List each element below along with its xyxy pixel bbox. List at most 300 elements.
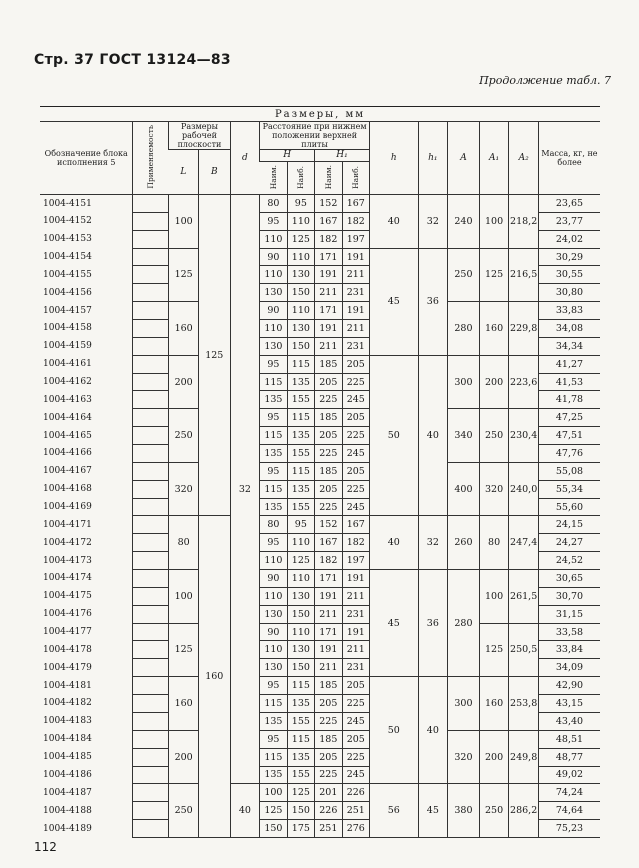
H-min-cell: 95	[260, 212, 287, 230]
H-min-cell: 110	[260, 320, 287, 338]
H1-min-cell: 225	[315, 445, 342, 463]
H1-max-cell: 205	[342, 462, 369, 480]
designation-cell: 1004-4185	[43, 752, 92, 763]
designation-cell: 1004-4186	[43, 769, 92, 780]
a2-cell: 230,4	[509, 409, 539, 463]
H1-min-cell: 185	[315, 677, 342, 695]
applicability-cell	[133, 605, 169, 623]
H-min-cell: 130	[260, 659, 287, 677]
l-cell: 125	[169, 248, 199, 302]
applicability-header: Применяемость	[133, 122, 169, 195]
designation-cell: 1004-4187	[43, 787, 92, 798]
H-min-cell: 90	[260, 302, 287, 320]
a-cell: 400	[448, 462, 480, 516]
designation-cell: 1004-4182	[43, 698, 92, 709]
H-max-cell: 95	[287, 516, 314, 534]
a-cell: 240	[448, 195, 480, 249]
a1-cell: 100	[479, 570, 509, 624]
h-header: h	[369, 122, 418, 195]
H-min-cell: 130	[260, 605, 287, 623]
H-min-cell: 80	[260, 195, 287, 213]
H-min-cell: 95	[260, 355, 287, 373]
H1-min-cell: 185	[315, 730, 342, 748]
H-max-cell: 110	[287, 302, 314, 320]
applicability-cell	[133, 320, 169, 338]
table-row	[40, 248, 600, 266]
H1-max-cell: 211	[342, 320, 369, 338]
H1-max-cell: 231	[342, 605, 369, 623]
h1-cell: 32	[418, 195, 448, 249]
l-cell: 160	[169, 302, 199, 356]
a-header: A	[448, 122, 480, 195]
H1-min-cell: 167	[315, 212, 342, 230]
H1-max-cell: 231	[342, 337, 369, 355]
mass-cell: 24,27	[538, 534, 600, 552]
H1-min-cell: 171	[315, 302, 342, 320]
designation-cell: 1004-4158	[43, 323, 92, 334]
H-max-header: Наиб.	[287, 162, 314, 195]
mass-cell: 43,40	[538, 712, 600, 730]
H1-min-cell: 211	[315, 337, 342, 355]
H1-max-cell: 211	[342, 587, 369, 605]
H-max-cell: 125	[287, 230, 314, 248]
H-max-cell: 115	[287, 409, 314, 427]
h-cell: 50	[369, 355, 418, 516]
h-cell: 45	[369, 570, 418, 677]
designation-cell: 1004-4152	[43, 216, 92, 227]
table-body	[40, 195, 600, 838]
H1-min-cell: 152	[315, 516, 342, 534]
H-min-cell: 115	[260, 748, 287, 766]
mass-cell: 75,23	[538, 820, 600, 838]
H1-max-cell: 226	[342, 784, 369, 802]
mass-cell: 47,51	[538, 427, 600, 445]
H1-min-cell: 226	[315, 802, 342, 820]
designation-cell: 1004-4183	[43, 716, 92, 727]
applicability-cell	[133, 570, 169, 588]
a2-cell: 240,0	[509, 462, 539, 516]
applicability-cell	[133, 212, 169, 230]
designation-cell: 1004-4151	[43, 198, 92, 209]
applicability-cell	[133, 587, 169, 605]
mass-cell: 48,77	[538, 748, 600, 766]
b-cell: 160	[198, 516, 230, 837]
H1-max-cell: 231	[342, 284, 369, 302]
H1-max-cell: 167	[342, 516, 369, 534]
designation-cell: 1004-4154	[43, 252, 92, 262]
H1-max-cell: 205	[342, 677, 369, 695]
b-header: B	[198, 150, 230, 195]
H1-min-cell: 185	[315, 462, 342, 480]
H-min-cell: 110	[260, 552, 287, 570]
a2-cell: 249,8	[509, 730, 539, 784]
applicability-cell	[133, 730, 169, 748]
applicability-cell	[133, 373, 169, 391]
H1-min-cell: 191	[315, 266, 342, 284]
designation-cell: 1004-4168	[43, 484, 92, 495]
a1-cell: 125	[479, 248, 509, 302]
H-min-cell: 110	[260, 230, 287, 248]
H1-min-cell: 205	[315, 480, 342, 498]
H-min-cell: 100	[260, 784, 287, 802]
h-cell: 40	[369, 195, 418, 249]
designation-cell: 1004-4163	[43, 394, 92, 405]
H-max-cell: 155	[287, 391, 314, 409]
l-cell: 80	[169, 516, 199, 570]
H-max-cell: 135	[287, 748, 314, 766]
designation-cell: 1004-4172	[43, 537, 92, 548]
H1-min-header: Наим.	[315, 162, 342, 195]
h-cell: 56	[369, 784, 418, 838]
applicability-cell	[133, 766, 169, 784]
H-max-cell: 115	[287, 462, 314, 480]
H-max-cell: 130	[287, 641, 314, 659]
mass-cell: 24,15	[538, 516, 600, 534]
mass-cell: 42,90	[538, 677, 600, 695]
H-min-header: Наим.	[260, 162, 287, 195]
H1-min-cell: 211	[315, 605, 342, 623]
H-max-cell: 150	[287, 284, 314, 302]
H-max-cell: 175	[287, 820, 314, 838]
a1-cell: 100	[479, 195, 509, 249]
H1-min-cell: 171	[315, 248, 342, 266]
b-cell: 125	[198, 195, 230, 516]
H1-min-cell: 205	[315, 695, 342, 713]
mass-cell: 41,53	[538, 373, 600, 391]
table-row	[40, 462, 600, 480]
applicability-cell	[133, 677, 169, 695]
applicability-cell	[133, 748, 169, 766]
H-min-cell: 115	[260, 695, 287, 713]
applicability-cell	[133, 355, 169, 373]
designation-cell: 1004-4184	[43, 734, 92, 745]
applicability-cell	[133, 480, 169, 498]
mass-cell: 30,70	[538, 587, 600, 605]
a-cell: 380	[448, 784, 480, 838]
mass-cell: 33,58	[538, 623, 600, 641]
mass-cell: 48,51	[538, 730, 600, 748]
applicability-cell	[133, 695, 169, 713]
a1-cell: 250	[479, 784, 509, 838]
designation-cell: 1004-4189	[43, 823, 92, 834]
a-cell: 260	[448, 516, 480, 570]
applicability-cell	[133, 623, 169, 641]
designation-cell: 1004-4161	[43, 359, 92, 370]
mass-cell: 31,15	[538, 605, 600, 623]
H-max-cell: 110	[287, 570, 314, 588]
mass-cell: 24,52	[538, 552, 600, 570]
a2-cell: 250,5	[509, 623, 539, 677]
mass-cell: 33,84	[538, 641, 600, 659]
H-max-cell: 150	[287, 337, 314, 355]
mass-cell: 47,76	[538, 445, 600, 463]
H1-max-cell: 205	[342, 355, 369, 373]
table-row	[40, 570, 600, 588]
H1-min-cell: 211	[315, 284, 342, 302]
mass-cell: 55,08	[538, 462, 600, 480]
h-cell: 45	[369, 248, 418, 355]
designation-cell: 1004-4175	[43, 591, 92, 602]
H-min-cell: 90	[260, 570, 287, 588]
designation-cell: 1004-4179	[43, 662, 92, 673]
mass-cell: 41,27	[538, 355, 600, 373]
H-max-cell: 125	[287, 552, 314, 570]
H1-max-cell: 245	[342, 712, 369, 730]
H-min-cell: 95	[260, 730, 287, 748]
H-max-cell: 150	[287, 659, 314, 677]
H-max-cell: 110	[287, 534, 314, 552]
l-cell: 320	[169, 462, 199, 516]
d-cell: 40	[230, 784, 260, 838]
applicability-cell	[133, 445, 169, 463]
table-row	[40, 516, 600, 534]
h1-cell: 32	[418, 516, 448, 570]
H1-max-cell: 191	[342, 302, 369, 320]
d-header: d	[230, 122, 260, 195]
H-min-cell: 95	[260, 677, 287, 695]
applicability-cell	[133, 534, 169, 552]
mass-cell: 47,25	[538, 409, 600, 427]
h-cell: 40	[369, 516, 418, 570]
l-cell: 125	[169, 623, 199, 677]
H-min-cell: 130	[260, 284, 287, 302]
l-cell: 100	[169, 570, 199, 624]
H-min-cell: 135	[260, 498, 287, 516]
H-min-cell: 90	[260, 623, 287, 641]
mass-cell: 34,34	[538, 337, 600, 355]
H1-min-cell: 225	[315, 766, 342, 784]
a2-cell: 261,5	[509, 570, 539, 624]
designation-cell: 1004-4188	[43, 805, 92, 816]
table-row	[40, 623, 600, 641]
H-max-cell: 135	[287, 373, 314, 391]
continuation-label: Продолжение табл. 7	[479, 74, 611, 87]
designation-cell: 1004-4178	[43, 644, 92, 655]
H1-max-cell: 182	[342, 212, 369, 230]
H-min-cell: 95	[260, 534, 287, 552]
H-min-cell: 150	[260, 820, 287, 838]
l-cell: 250	[169, 409, 199, 463]
h1-cell: 36	[418, 570, 448, 677]
designation-cell: 1004-4165	[43, 430, 92, 441]
H1-max-cell: 245	[342, 498, 369, 516]
H-max-cell: 155	[287, 445, 314, 463]
H1-min-cell: 182	[315, 230, 342, 248]
designation-cell: 1004-4166	[43, 448, 92, 459]
designation-header: Обозначение блока исполнения 5	[40, 122, 133, 195]
a2-cell: 253,8	[509, 677, 539, 731]
mass-cell: 43,15	[538, 695, 600, 713]
H1-max-cell: 225	[342, 695, 369, 713]
applicability-cell	[133, 498, 169, 516]
H1-min-cell: 185	[315, 355, 342, 373]
H-max-cell: 135	[287, 480, 314, 498]
designation-cell: 1004-4167	[43, 466, 92, 477]
mass-cell: 34,08	[538, 320, 600, 338]
designation-cell: 1004-4159	[43, 341, 92, 352]
mass-cell: 23,77	[538, 212, 600, 230]
applicability-cell	[133, 552, 169, 570]
designation-cell: 1004-4181	[43, 680, 92, 691]
H1-max-cell: 251	[342, 802, 369, 820]
H1-min-cell: 225	[315, 712, 342, 730]
H1-max-cell: 225	[342, 748, 369, 766]
H-min-cell: 135	[260, 766, 287, 784]
a1-cell: 200	[479, 355, 509, 409]
H-min-cell: 115	[260, 480, 287, 498]
work-plate-header: Размеры рабочей плоскости	[169, 122, 230, 150]
l-cell: 100	[169, 195, 199, 249]
designation-cell: 1004-4177	[43, 627, 92, 638]
H1-max-cell: 276	[342, 820, 369, 838]
designation-cell: 1004-4171	[43, 519, 92, 530]
H1-min-cell: 225	[315, 391, 342, 409]
H1-min-cell: 185	[315, 409, 342, 427]
h1-header: h₁	[418, 122, 448, 195]
applicability-cell	[133, 427, 169, 445]
H-min-cell: 130	[260, 337, 287, 355]
H1-max-cell: 245	[342, 445, 369, 463]
applicability-cell	[133, 516, 169, 534]
a1-cell: 125	[479, 623, 509, 677]
H-max-cell: 95	[287, 195, 314, 213]
applicability-cell	[133, 266, 169, 284]
a-cell: 280	[448, 570, 480, 677]
H-max-cell: 125	[287, 784, 314, 802]
mass-cell: 30,65	[538, 570, 600, 588]
designation-cell: 1004-4174	[43, 573, 92, 584]
H1-max-cell: 211	[342, 641, 369, 659]
H-max-cell: 130	[287, 320, 314, 338]
H1-min-cell: 211	[315, 659, 342, 677]
H-min-cell: 90	[260, 248, 287, 266]
h1-cell: 45	[418, 784, 448, 838]
designation-cell: 1004-4155	[43, 269, 92, 280]
sizes-title: Размеры, мм	[40, 107, 600, 122]
H-min-cell: 110	[260, 641, 287, 659]
H1-min-cell: 191	[315, 587, 342, 605]
mass-cell: 34,09	[538, 659, 600, 677]
designation-cell: 1004-4162	[43, 377, 92, 388]
h1-cell: 36	[418, 248, 448, 355]
a2-cell: 218,2	[509, 195, 539, 249]
H-max-cell: 135	[287, 695, 314, 713]
designation-cell: 1004-4173	[43, 555, 92, 566]
H-max-cell: 115	[287, 677, 314, 695]
H-min-cell: 95	[260, 462, 287, 480]
H1-max-cell: 191	[342, 248, 369, 266]
designation-cell: 1004-4169	[43, 502, 92, 513]
mass-cell: 41,78	[538, 391, 600, 409]
mass-header: Масса, кг, не более	[538, 122, 600, 195]
H1-max-cell: 167	[342, 195, 369, 213]
applicability-cell	[133, 248, 169, 266]
h1-cell: 40	[418, 355, 448, 516]
H-header: H	[260, 150, 315, 162]
H1-min-cell: 251	[315, 820, 342, 838]
mass-cell: 30,80	[538, 284, 600, 302]
H-max-cell: 135	[287, 427, 314, 445]
a1-cell: 200	[479, 730, 509, 784]
a-cell: 280	[448, 302, 480, 356]
mass-cell: 74,64	[538, 802, 600, 820]
a-cell: 300	[448, 355, 480, 409]
H-max-cell: 155	[287, 766, 314, 784]
a-cell: 340	[448, 409, 480, 463]
H1-max-cell: 197	[342, 552, 369, 570]
a2-cell: 223,6	[509, 355, 539, 409]
H1-max-cell: 211	[342, 266, 369, 284]
applicability-cell	[133, 802, 169, 820]
H1-header: H₁	[315, 150, 370, 162]
d-cell: 32	[230, 195, 260, 784]
H1-min-cell: 201	[315, 784, 342, 802]
H1-max-cell: 225	[342, 480, 369, 498]
designation-cell: 1004-4153	[43, 234, 92, 245]
mass-cell: 74,24	[538, 784, 600, 802]
H-min-cell: 95	[260, 409, 287, 427]
H-max-cell: 155	[287, 498, 314, 516]
H-max-cell: 130	[287, 587, 314, 605]
H1-max-cell: 245	[342, 391, 369, 409]
table-row	[40, 355, 600, 373]
H1-min-cell: 225	[315, 498, 342, 516]
mass-cell: 23,65	[538, 195, 600, 213]
H-max-cell: 110	[287, 623, 314, 641]
a2-cell: 216,5	[509, 248, 539, 302]
applicability-cell	[133, 195, 169, 213]
l-cell: 200	[169, 730, 199, 784]
H1-min-cell: 205	[315, 427, 342, 445]
a-cell: 250	[448, 248, 480, 302]
applicability-cell	[133, 302, 169, 320]
mass-cell: 24,02	[538, 230, 600, 248]
H1-min-cell: 182	[315, 552, 342, 570]
H1-min-cell: 205	[315, 748, 342, 766]
H-min-cell: 115	[260, 373, 287, 391]
applicability-cell	[133, 462, 169, 480]
table-row	[40, 302, 600, 320]
H-max-cell: 115	[287, 730, 314, 748]
a1-cell: 160	[479, 677, 509, 731]
applicability-cell	[133, 284, 169, 302]
H-min-cell: 125	[260, 802, 287, 820]
H1-min-cell: 152	[315, 195, 342, 213]
l-cell: 200	[169, 355, 199, 409]
mass-cell: 55,60	[538, 498, 600, 516]
table-row	[40, 195, 600, 213]
a1-header: A₁	[479, 122, 509, 195]
designation-cell: 1004-4176	[43, 609, 92, 620]
table-row	[40, 409, 600, 427]
mass-cell: 55,34	[538, 480, 600, 498]
mass-cell: 33,83	[538, 302, 600, 320]
H-min-cell: 110	[260, 587, 287, 605]
H1-max-cell: 191	[342, 623, 369, 641]
applicability-cell	[133, 641, 169, 659]
a2-cell: 229,8	[509, 302, 539, 356]
applicability-cell	[133, 820, 169, 838]
H1-max-cell: 225	[342, 427, 369, 445]
a2-cell: 286,2	[509, 784, 539, 838]
H-min-cell: 80	[260, 516, 287, 534]
H1-max-cell: 225	[342, 373, 369, 391]
mass-cell: 49,02	[538, 766, 600, 784]
H1-min-cell: 167	[315, 534, 342, 552]
H-max-cell: 150	[287, 605, 314, 623]
designation-cell: 1004-4164	[43, 412, 92, 423]
a-cell: 320	[448, 730, 480, 784]
